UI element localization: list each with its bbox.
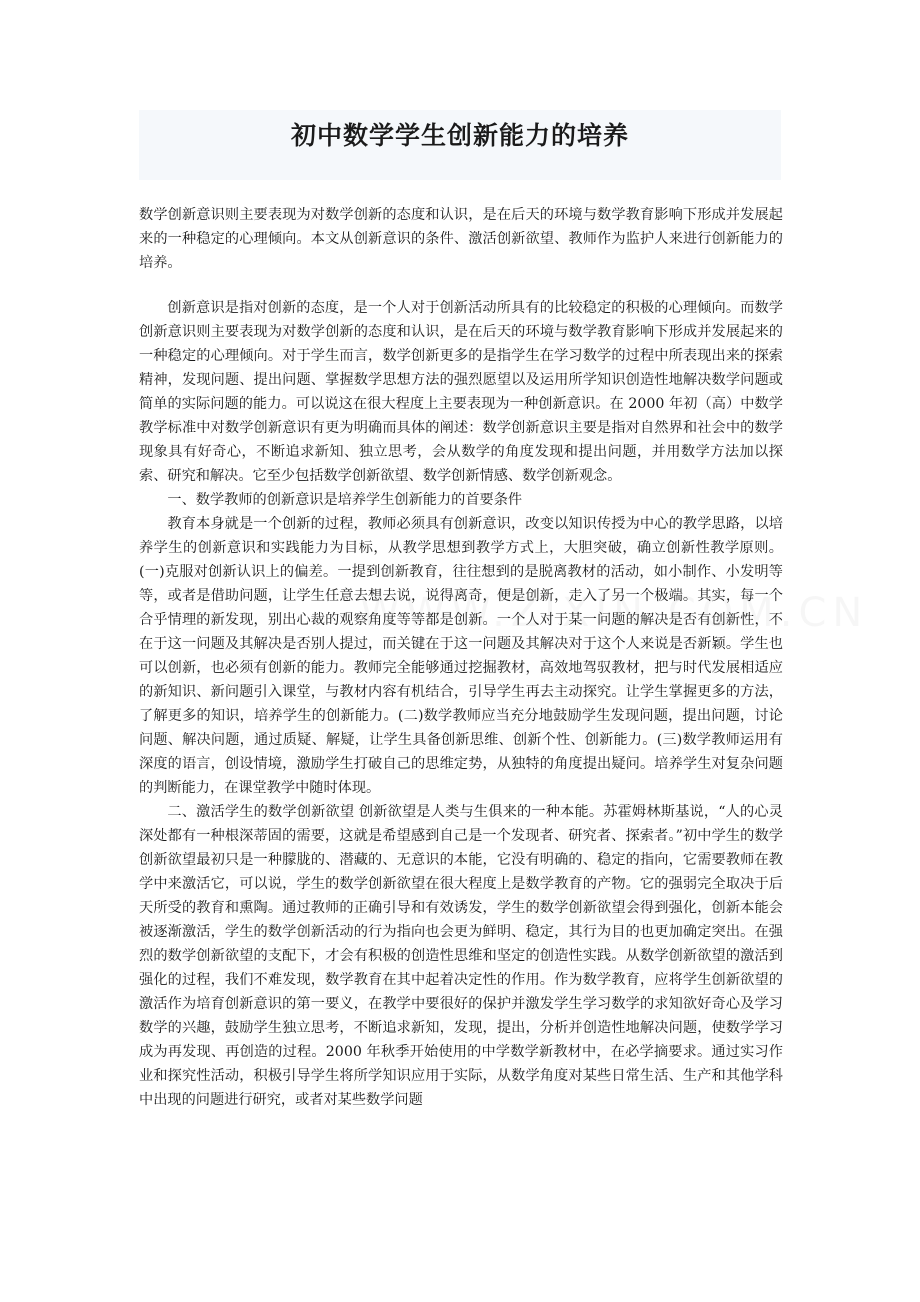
body-paragraph-intro: 创新意识是指对创新的态度，是一个人对于创新活动所具有的比较稳定的积极的心理倾向。而数学创新意识则主要表现为对数学创新的态度和认识，是在后天的环境与数学教育影响下形成并发展起来的一种稳定的心理倾向。对于学生而言，数学创新更多的是指学生在学习数学的过程中所表现出来的探索精神，发现问题、提出问题、掌握数学思想方法的强烈愿望以及运用所学知识创造性地解决数学问题或简单的实际问题的能力。可以说这在很大程度上主要表现为一种创新意识。在 2000 年初（高）中数学教学标准中对数学创新意识有更为明确而具体的阐述：数学创新意识主要是指对自然界和社会中的数学现象具有好奇心，不断追求新知、独立思考，会从数学的角度发现和提出问题，并用数学方法加以探索、研究和解决。它至少包括数学创新欲望、数学创新情感、数学创新观念。	[139, 300, 783, 484]
document-body	[139, 203, 783, 1112]
section-heading-1: 一、数学教师的创新意识是培养学生创新能力的首要条件	[167, 492, 523, 508]
body-paragraph-section-2: 二、激活学生的数学创新欲望 创新欲望是人类与生俱来的一种本能。苏霍姆林斯基说，“人的心灵深处都有一种根深蒂固的需要，这就是希望感到自己是一个发现者、研究者、探索者。”初中学生的数学创新欲望最初只是一种朦胧的、潜藏的、无意识的本能，它没有明确的、稳定的指向，它需要教师在教学中来激活它，可以说，学生的数学创新欲望在很大程度上是数学教育的产物。它的强弱完全取决于后天所受的教育和熏陶。通过教师的正确引导和有效诱发，学生的数学创新欲望会得到强化，创新本能会被逐渐激活，学生的数学创新活动的行为指向也会更为鲜明、稳定，其行为目的也更加确定突出。在强烈的数学创新欲望的支配下，才会有积极的创造性思维和坚定的创造性实践。从数学创新欲望的激活到强化的过程，我们不难发现，数学教育在其中起着决定性的作用。作为数学教育，应将学生创新欲望的激活作为培育创新意识的第一要义，在教学中要很好的保护并激发学生学习数学的求知欲好奇心及学习数学的兴趣，鼓励学生独立思考，不断追求新知，发现，提出，分析并创造性地解决问题，使数学学习成为再发现、再创造的过程。2000 年秋季开始使用的中学数学新教材中，在必学摘要求。通过实习作业和探究性活动，积极引导学生将所学知识应用于实际，从数学角度对某些日常生活、生产和其他学科中出现的问题进行研究，或者对某些数学问题	[139, 804, 783, 1108]
document-title: 初中数学学生创新能力的培养	[290, 121, 629, 150]
body-paragraph-section-1: 教育本身就是一个创新的过程，教师必须具有创新意识，改变以知识传授为中心的教学思路，以培养学生的创新意识和实践能力为目标，从教学思想到教学方式上，大胆突破，确立创新性教学原则。(一)克服对创新认识上的偏差。一提到创新教育，往往想到的是脱离教材的活动，如小制作、小发明等等，或者是借助问题，让学生任意去想去说，说得离奇，便是创新，走入了另一个极端。其实，每一个合乎情理的新发现，别出心裁的观察角度等等都是创新。一个人对于某一问题的解决是否有创新性，不在于这一问题及其解决是否别人提过，而关键在于这一问题及其解决对于这个人来说是否新颖。学生也可以创新，也必须有创新的能力。教师完全能够通过挖掘教材，高效地驾驭教材，把与时代发展相适应的新知识、新问题引入课堂，与教材内容有机结合，引导学生再去主动探究。让学生掌握更多的方法，了解更多的知识，培养学生的创新能力。(二)数学教师应当充分地鼓励学生发现问题，提出问题，讨论问题、解决问题，通过质疑、解疑，让学生具备创新思维、创新个性、创新能力。(三)数学教师运用有深度的语言，创设情境，激励学生打破自己的思维定势，从独特的角度提出疑问。培养学生对复杂问题的判断能力，在课堂教学中随时体现。	[139, 516, 783, 796]
abstract-paragraph: 数学创新意识则主要表现为对数学创新的态度和认识，是在后天的环境与数学教育影响下形成并发展起来的一种稳定的心理倾向。本文从创新意识的条件、激活创新欲望、教师作为监护人来进行创新能力的培养。	[139, 207, 783, 271]
